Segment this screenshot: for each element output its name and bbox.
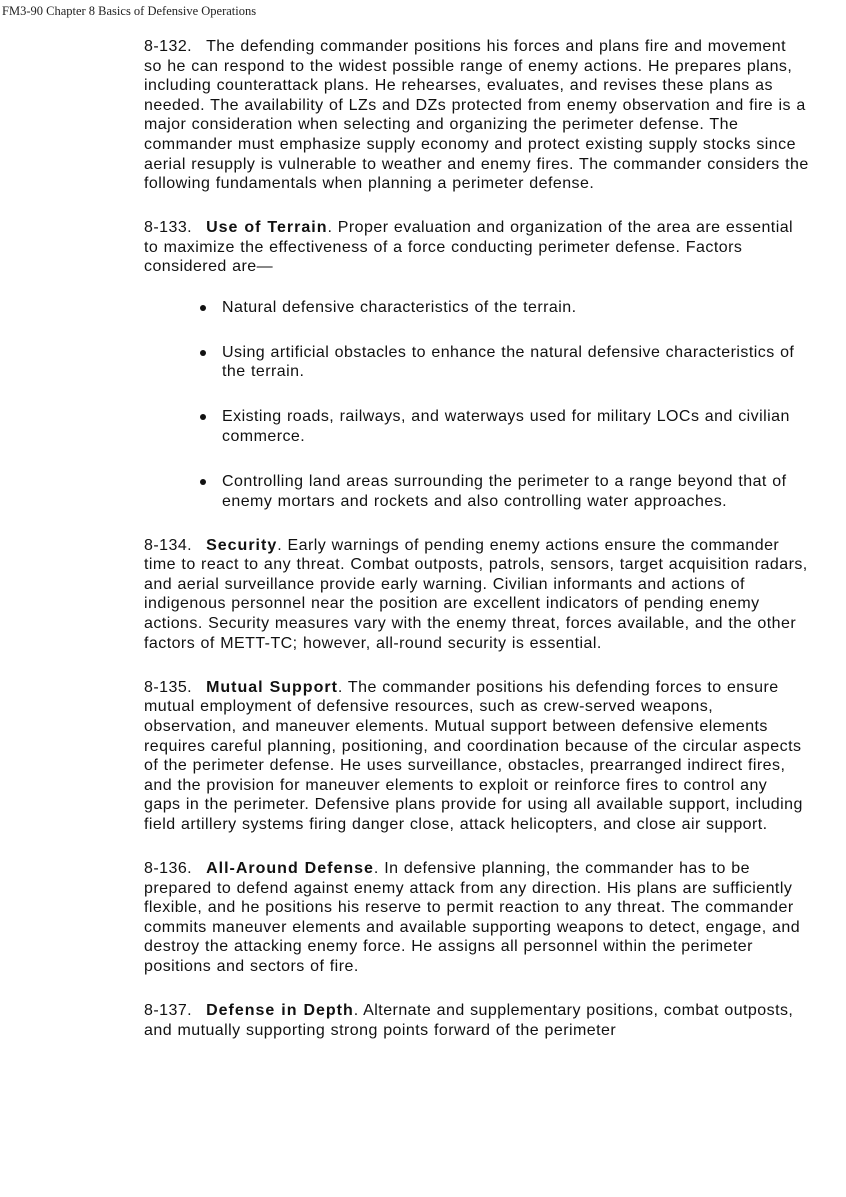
paragraph-text: . Alternate and supplementary positions, combat outposts, and mutually supporting strong points forward of the perimeter	[144, 1002, 794, 1039]
paragraph-8-137	[144, 1001, 809, 1040]
list-item	[144, 407, 809, 446]
paragraph-heading: All-Around Defense	[206, 860, 374, 877]
paragraph-number: 8-135.	[144, 678, 193, 696]
list-item-text: Existing roads, railways, and waterways used for military LOCs and civilian commerce.	[222, 408, 790, 445]
paragraph-text: . Proper evaluation and organization of the area are essential to maximize the effectiveness of a force conducting perimeter defense. Factors considered are—	[144, 219, 794, 276]
paragraph-number: 8-137.	[144, 1002, 193, 1020]
bullet-icon	[200, 479, 206, 485]
paragraph-number: 8-134.	[144, 536, 193, 554]
document-body	[144, 37, 809, 1065]
paragraph-text: . In defensive planning, the commander has to be prepared to defend against enemy attack from any direction. His plans are sufficiently flexible, and he positions his reserve to permit reaction to any threat. The commander commits maneuver elements and available supporting weapons to detect, engage, and destroy the attacking enemy force. He assigns all personnel within the perimeter positions and sectors of fire.	[144, 860, 801, 975]
paragraph-text: . The commander positions his defending forces to ensure mutual employment of defensive resources, such as crew-served weapons, observation, and maneuver elements. Mutual support between defensive elements requires careful planning, positioning, and coordination because of the circular aspects of the perimeter defense. He uses surveillance, obstacles, prearranged indirect fires, and the provision for maneuver elements to exploit or reinforce fires to control any gaps in the perimeter. Defensive plans provide for using all available support, including field artillery systems firing danger close, attack helicopters, and close air support.	[144, 678, 803, 833]
paragraph-8-134	[144, 536, 809, 654]
paragraph-heading: Use of Terrain	[206, 219, 328, 237]
paragraph-heading: Mutual Support	[206, 678, 338, 696]
list-item	[144, 472, 809, 511]
list-item-text: Using artificial obstacles to enhance the natural defensive characteristics of the terrain.	[222, 343, 795, 381]
list-item-text: Natural defensive characteristics of the terrain.	[222, 298, 577, 316]
list-item-text: Controlling land areas surrounding the perimeter to a range beyond that of enemy mortars and rockets and also controlling water approaches.	[222, 473, 787, 510]
paragraph-8-132	[144, 37, 809, 194]
bullet-icon	[200, 414, 206, 420]
bullet-icon	[200, 305, 206, 311]
paragraph-8-133	[144, 218, 809, 277]
paragraph-8-135	[144, 678, 809, 835]
paragraph-8-136	[144, 859, 809, 977]
paragraph-heading: Security	[206, 536, 278, 554]
paragraph-heading: Defense in Depth	[206, 1002, 354, 1020]
list-item	[144, 343, 809, 382]
bullet-icon	[200, 350, 206, 356]
paragraph-text: The defending commander positions his forces and plans fire and movement so he can respond to the widest possible range of enemy actions. He prepares plans, including counterattack plans. He rehearses, evaluates, and revises these plans as needed. The availability of LZs and DZs protected from enemy observation and fire is a major consideration when selecting and organizing the perimeter defense. The commander must emphasize supply economy and protect existing supply stocks since aerial resupply is vulnerable to weather and enemy fires. The commander considers the following fundamentals when planning a perimeter defense.	[144, 38, 809, 193]
paragraph-number: 8-133.	[144, 219, 193, 237]
paragraph-number: 8-132.	[144, 38, 193, 55]
paragraph-number: 8-136.	[144, 860, 193, 877]
terrain-factors-list	[144, 298, 809, 512]
list-item	[144, 298, 809, 318]
running-header: FM3-90 Chapter 8 Basics of Defensive Operations	[2, 4, 257, 18]
paragraph-text: . Early warnings of pending enemy actions ensure the commander time to react to any threat. Combat outposts, patrols, sensors, target acquisition radars, and aerial surveillance provide early warning. Civilian informants and actions of indigenous personnel near the position are excellent indicators of pending enemy actions. Security measures vary with the enemy threat, forces available, and the other factors of METT-TC; however, all-round security is essential.	[144, 536, 808, 652]
